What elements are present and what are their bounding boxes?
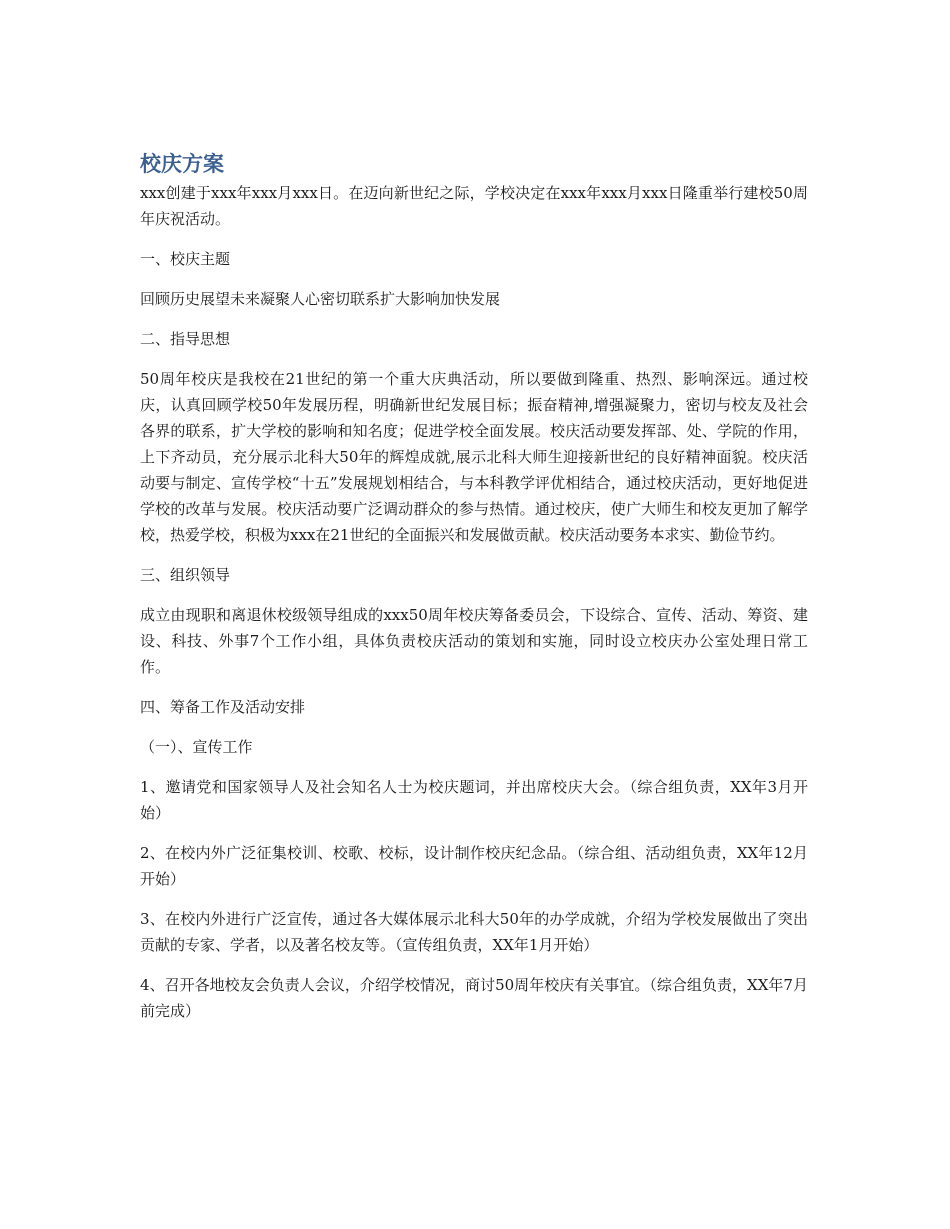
theme-paragraph: 回顾历史展望未来凝聚人心密切联系扩大影响加快发展 xyxy=(140,290,501,308)
section-heading-guiding-thought: 二、指导思想 xyxy=(140,330,231,348)
guiding-thought-paragraph: 50周年校庆是我校在21世纪的第一个重大庆典活动，所以要做到隆重、热烈、影响深远。通过校庆，认真回顾学校50年发展历程，明确新世纪发展目标；振奋精神,增强凝聚力，密切与校友及社会各界的联系，扩大学校的影响和知名度；促进学校全面发展。校庆活动要发挥部、处、学院的作用，上下齐动员，充分展示北科大50年的辉煌成就,展示北科大师生迎接新世纪的良好精神面貌。校庆活动要与制定、宣传学校“十五”发展规划相结合，与本科教学评优相结合，通过校庆活动，更好地促进学校的改革与发展。校庆活动要广泛调动群众的参与热情。通过校庆，使广大师生和校友更加了解学校，热爱学校，积极为xxx在21世纪的全面振兴和发展做贡献。校庆活动要务本求实、勤俭节约。 xyxy=(140,370,808,544)
section-heading-preparation: 四、筹备工作及活动安排 xyxy=(140,698,306,716)
document-page xyxy=(140,150,808,1038)
organization-paragraph: 成立由现职和离退休校级领导组成的xxx50周年校庆筹备委员会，下设综合、宣传、活动、筹资、建设、科技、外事7个工作小组，具体负责校庆活动的策划和实施，同时设立校庆办公室处理日常工作。 xyxy=(140,606,808,676)
subsection-heading-publicity: （一）、宣传工作 xyxy=(140,738,253,756)
document-title: 校庆方案 xyxy=(140,152,224,176)
list-item: 2、在校内外广泛征集校训、校歌、校标，设计制作校庆纪念品。（综合组、活动组负责，XX年12月开始） xyxy=(140,844,808,888)
list-item: 1、邀请党和国家领导人及社会知名人士为校庆题词，并出席校庆大会。（综合组负责，XX年3月开始） xyxy=(140,778,808,822)
list-item: 3、在校内外进行广泛宣传，通过各大媒体展示北科大50年的办学成就，介绍为学校发展做出了突出贡献的专家、学者，以及著名校友等。（宣传组负责，XX年1月开始） xyxy=(140,910,808,954)
section-heading-theme: 一、校庆主题 xyxy=(140,250,231,268)
intro-paragraph: xxx创建于xxx年xxx月xxx日。在迈向新世纪之际，学校决定在xxx年xxx月xxx日隆重举行建校50周年庆祝活动。 xyxy=(140,184,808,228)
section-heading-organization: 三、组织领导 xyxy=(140,566,231,584)
list-item: 4、召开各地校友会负责人会议，介绍学校情况，商讨50周年校庆有关事宜。（综合组负责，XX年7月前完成） xyxy=(140,976,808,1020)
